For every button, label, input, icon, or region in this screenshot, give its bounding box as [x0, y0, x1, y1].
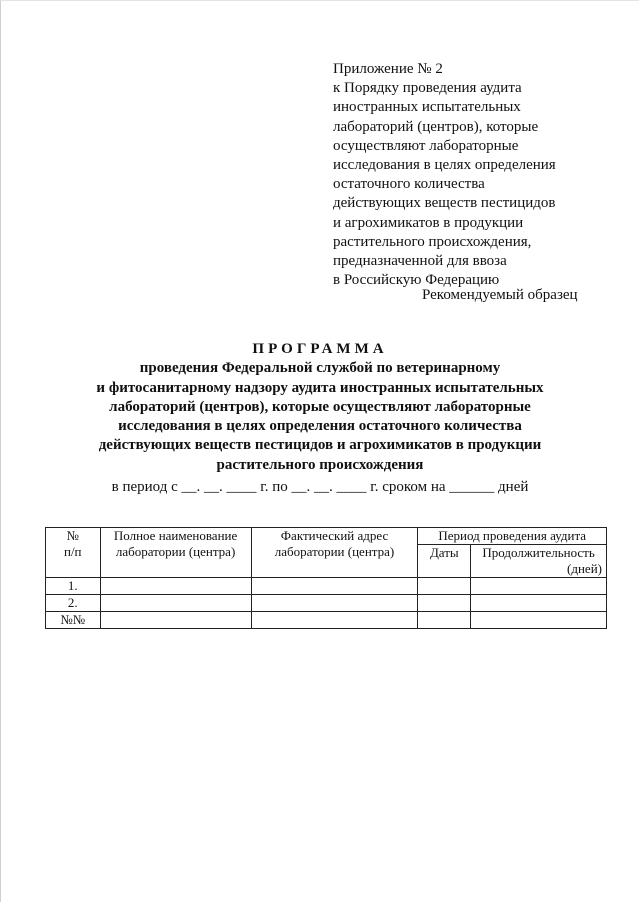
appendix-line: растительного происхождения, — [333, 233, 532, 250]
title-line: и фитосанитарному надзору аудита иностранных испытательных — [96, 379, 544, 396]
appendix-line: остаточного количества — [333, 176, 485, 193]
header-number — [46, 528, 101, 578]
header-lab-name — [100, 528, 251, 578]
row-dates-cell — [418, 595, 471, 612]
row-lab-name-cell — [100, 595, 251, 612]
row-number: №№ — [46, 612, 101, 629]
header-lab-address-line2: лаборатории (центра) — [274, 544, 395, 559]
header-dates: Даты — [418, 545, 471, 578]
appendix-line: к Порядку проведения аудита — [333, 80, 522, 97]
header-audit-period: Период проведения аудита — [418, 528, 607, 545]
recommended-sample-label: Рекомендуемый образец — [422, 287, 578, 303]
row-number: 2. — [46, 595, 101, 612]
appendix-line: исследования в целях определения — [333, 157, 556, 174]
title-line: лабораторий (центров), которые осуществляют лабораторные — [109, 398, 531, 415]
table-row — [46, 578, 607, 595]
title-line: исследования в целях определения остаточного количества — [118, 418, 522, 435]
row-address-cell — [251, 612, 418, 629]
header-number-line1: № — [66, 528, 79, 543]
title-line: растительного происхождения — [216, 456, 424, 473]
row-lab-name-cell — [100, 612, 251, 629]
appendix-header — [333, 60, 623, 290]
row-address-cell — [251, 595, 418, 612]
header-lab-address — [251, 528, 418, 578]
appendix-line: лабораторий (центров), которые — [333, 118, 539, 135]
program-heading: ПРОГРАММА — [252, 341, 388, 357]
row-lab-name-cell — [100, 578, 251, 595]
header-lab-address-line1: Фактический адрес — [280, 528, 389, 543]
title-line: действующих веществ пестицидов и агрохимикатов в продукции — [98, 437, 542, 454]
table-row — [46, 595, 607, 612]
row-address-cell — [251, 578, 418, 595]
header-number-line2: п/п — [63, 544, 82, 559]
header-lab-name-line2: лаборатории (центра) — [115, 544, 236, 559]
audit-period-line: в период с __. __. ____ г. по __. __. ____ г. сроком на ______ дней — [111, 479, 529, 495]
row-dates-cell — [418, 612, 471, 629]
appendix-line: в Российскую Федерацию — [333, 272, 500, 289]
header-lab-name-line1: Полное наименование — [113, 528, 238, 543]
appendix-line: Приложение № 2 — [333, 61, 443, 77]
row-duration-cell — [471, 595, 607, 612]
header-duration-line1: Продолжительность — [482, 545, 595, 560]
appendix-line: и агрохимикатов в продукции — [333, 214, 524, 231]
appendix-line: предназначенной для ввоза — [333, 253, 507, 270]
appendix-line: иностранных испытательных — [333, 99, 521, 116]
appendix-line: действующих веществ пестицидов — [333, 195, 556, 212]
appendix-line: осуществляют лабораторные — [333, 137, 519, 154]
row-duration-cell — [471, 578, 607, 595]
header-duration — [471, 545, 607, 578]
program-title — [20, 340, 620, 475]
table-row — [46, 612, 607, 629]
row-dates-cell — [418, 578, 471, 595]
audit-schedule-table — [45, 527, 607, 629]
header-duration-line2: (дней) — [567, 561, 602, 576]
title-line: проведения Федеральной службой по ветеринарному — [139, 360, 501, 377]
row-duration-cell — [471, 612, 607, 629]
row-number: 1. — [46, 578, 101, 595]
